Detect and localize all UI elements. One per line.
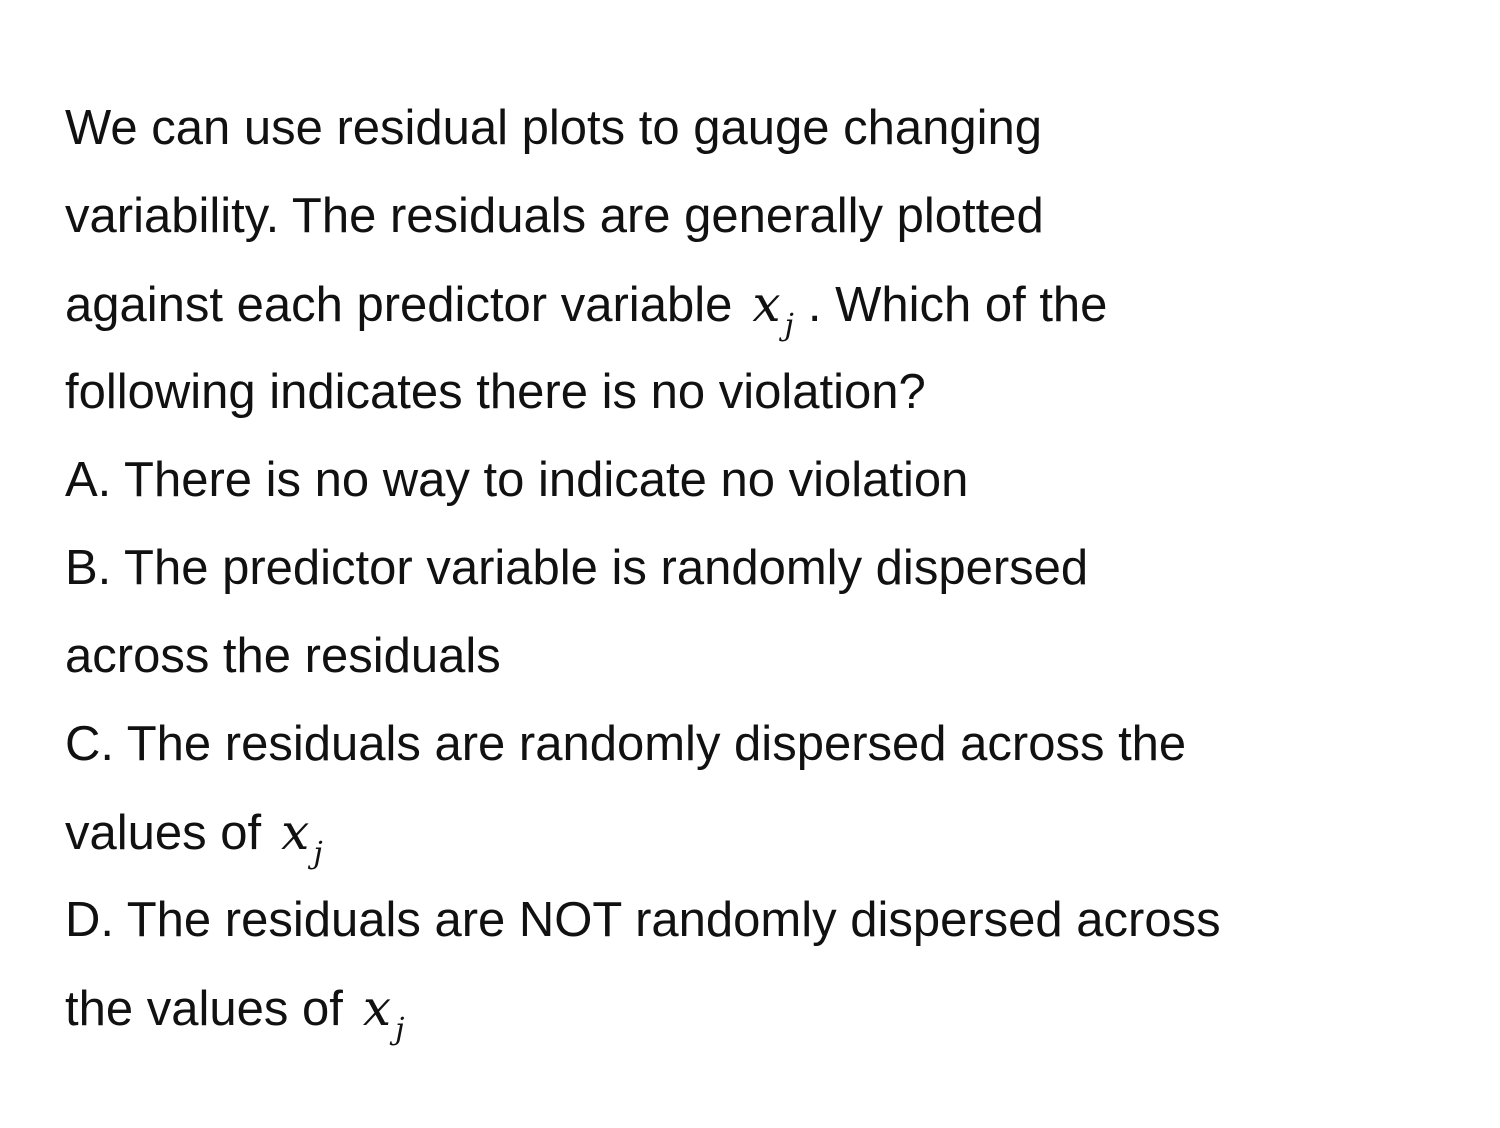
question-line-4: following indicates there is no violation? — [65, 365, 926, 419]
question-document — [65, 84, 1465, 1052]
question-line-3-text: against each predictor variable — [65, 278, 733, 332]
math-x-j — [363, 964, 405, 1052]
math-base: x — [362, 979, 392, 1037]
question-line-3 — [65, 260, 1465, 348]
math-subscript: j — [313, 836, 323, 871]
math-x-j — [281, 788, 323, 876]
option-b-line-2: across the residuals — [65, 629, 501, 683]
math-base: x — [281, 803, 310, 861]
option-a: A. There is no way to indicate no violation — [65, 453, 969, 507]
option-d-line-1: D. The residuals are NOT randomly dispersed across — [65, 893, 1221, 947]
option-c-text: values of — [65, 806, 262, 860]
option-c-line-1: C. The residuals are randomly dispersed across the — [65, 717, 1187, 771]
option-d-line-2 — [65, 964, 1465, 1052]
math-x-j — [752, 260, 794, 348]
math-base: x — [752, 275, 781, 333]
question-line-3-tail: . Which of the — [807, 278, 1108, 332]
option-c-line-2 — [65, 788, 1465, 876]
math-subscript: j — [784, 308, 794, 343]
option-b-line-1: B. The predictor variable is randomly dispersed — [65, 541, 1089, 595]
question-line-1: We can use residual plots to gauge changing — [65, 101, 1043, 155]
math-subscript: j — [395, 1012, 405, 1047]
option-d-text: the values of — [65, 982, 343, 1036]
question-line-2: variability. The residuals are generally plotted — [65, 189, 1044, 243]
